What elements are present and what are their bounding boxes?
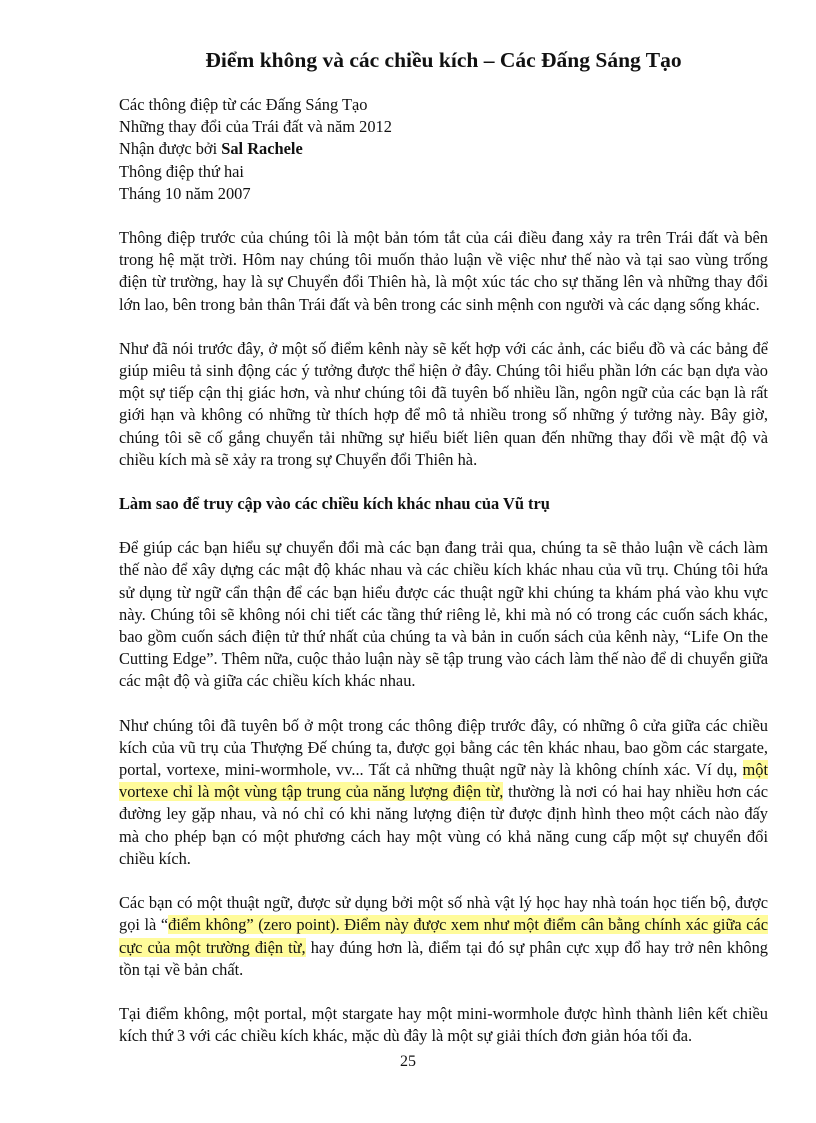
document-page <box>119 46 768 1069</box>
meta-author-name: Sal Rachele <box>221 139 303 159</box>
document-title: Điểm không và các chiều kích – Các Đấng Sáng Tạo <box>205 48 682 72</box>
meta-date: Tháng 10 năm 2007 <box>119 183 251 203</box>
document-meta <box>119 94 768 205</box>
paragraph-5-text-a: Các bạn có một thuật ngữ, được sử dụng bởi một số nhà vật lý học hay nhà toán học tiến bộ, được gọi là “ <box>119 893 768 935</box>
paragraph-5 <box>119 892 768 981</box>
paragraph-3: Để giúp các bạn hiểu sự chuyển đổi mà các bạn đang trải qua, chúng ta sẽ thảo luận về cách làm thế nào để xây dựng các mật độ khác nhau và các chiều kích khác nhau của vũ trụ. Chúng tôi hứa sử dụng từ ngữ cẩn thận để các bạn hiểu được các thuật ngữ khi chúng ta khám phá vào khu vực này. Chúng tôi sẽ không nói chi tiết các tầng thứ riêng lẻ, khi mà nó có trong các cuốn sách khác, bao gồm cuốn sách điện tử thứ nhất của chúng ta và bản in cuốn sách của kênh này, “Life On the Cutting Edge”. Thêm nữa, cuộc thảo luận này sẽ tập trung vào cách làm thế nào để di chuyển giữa các mật độ và giữa các chiều kích khác nhau. <box>119 538 768 691</box>
paragraph-5-text-b: hay đúng hơn là, điểm tại đó sự phân cực xụp đổ hay trở nên không tồn tại về bản chất. <box>119 937 769 979</box>
meta-author-prefix: Nhận được bởi <box>119 139 222 159</box>
paragraph-4-text-a: Như chúng tôi đã tuyên bố ở một trong các thông điệp trước đây, có những ô cửa giữa các chiều kích của vũ trụ của Thượng Đế chúng ta, được gọi bằng các tên khác nhau, bao gồm các stargate, portal, vortexe, mini-wormhole, vv... Tất cả những thuật ngữ này là không chính xác. Ví dụ, <box>119 715 768 780</box>
meta-source: Các thông điệp từ các Đấng Sáng Tạo <box>119 95 368 114</box>
paragraph-1: Thông điệp trước của chúng tôi là một bản tóm tắt của cái điều đang xảy ra trên Trái đất và bên trong hệ mặt trời. Hôm nay chúng tôi muốn thảo luận về việc như thế nào và tại sao vùng trống điện từ trường, hay là sự Chuyển đổi Thiên hà, là một xúc tác cho sự thăng lên và những thay đổi lớn lao, bên trong bản thân Trái đất và bên trong các sinh mệnh con người và các dạng sống khác. <box>119 228 768 314</box>
meta-message-number: Thông điệp thứ hai <box>119 161 244 181</box>
page-number: 25 <box>400 1053 416 1070</box>
section-heading: Làm sao để truy cập vào các chiều kích khác nhau của Vũ trụ <box>119 494 550 514</box>
paragraph-5-highlight: điểm không” (zero point). Điểm này được xem như một điểm cân bằng chính xác giữa các cực của một trường điện từ, <box>119 915 768 957</box>
meta-author-line <box>119 138 768 160</box>
paragraph-4-text-b: thường là nơi có hai hay nhiều hơn các đường ley gặp nhau, và nó chỉ có khi năng lượng điện từ được định hình theo một cách nào đấy mà cho phép bạn có một phương cách hay một vùng có khả năng cung cấp một sự chuyển đổi chiều kích. <box>119 782 768 868</box>
meta-subject: Những thay đổi của Trái đất và năm 2012 <box>119 117 392 137</box>
paragraph-4 <box>119 715 768 870</box>
paragraph-2: Như đã nói trước đây, ở một số điểm kênh này sẽ kết hợp với các ảnh, các biểu đồ và các bảng để giúp miêu tả sinh động các ý tưởng được thể hiện ở đây. Chúng tôi hiểu phần lớn các bạn dựa vào một sự tiếp cận thị giác hơn, và như chúng tôi đã tuyên bố nhiều lần, ngôn ngữ của các bạn là rất giới hạn và không có những từ thích hợp để mô tả nhiều trong số những ý tưởng này. Bây giờ, chúng tôi sẽ cố gắng chuyển tải những sự hiểu biết liên quan đến những thay đổi về mật độ và chiều kích mà sẽ xảy ra trong sự Chuyển đổi Thiên hà. <box>119 338 768 469</box>
paragraph-4-highlight: một vortexe chỉ là một vùng tập trung của năng lượng điện từ, <box>119 760 768 802</box>
paragraph-6: Tại điểm không, một portal, một stargate hay một mini-wormhole được hình thành liên kết chiều kích thứ 3 với các chiều kích khác, mặc dù đây là một sự giải thích đơn giản hóa tối đa. <box>119 1003 768 1046</box>
